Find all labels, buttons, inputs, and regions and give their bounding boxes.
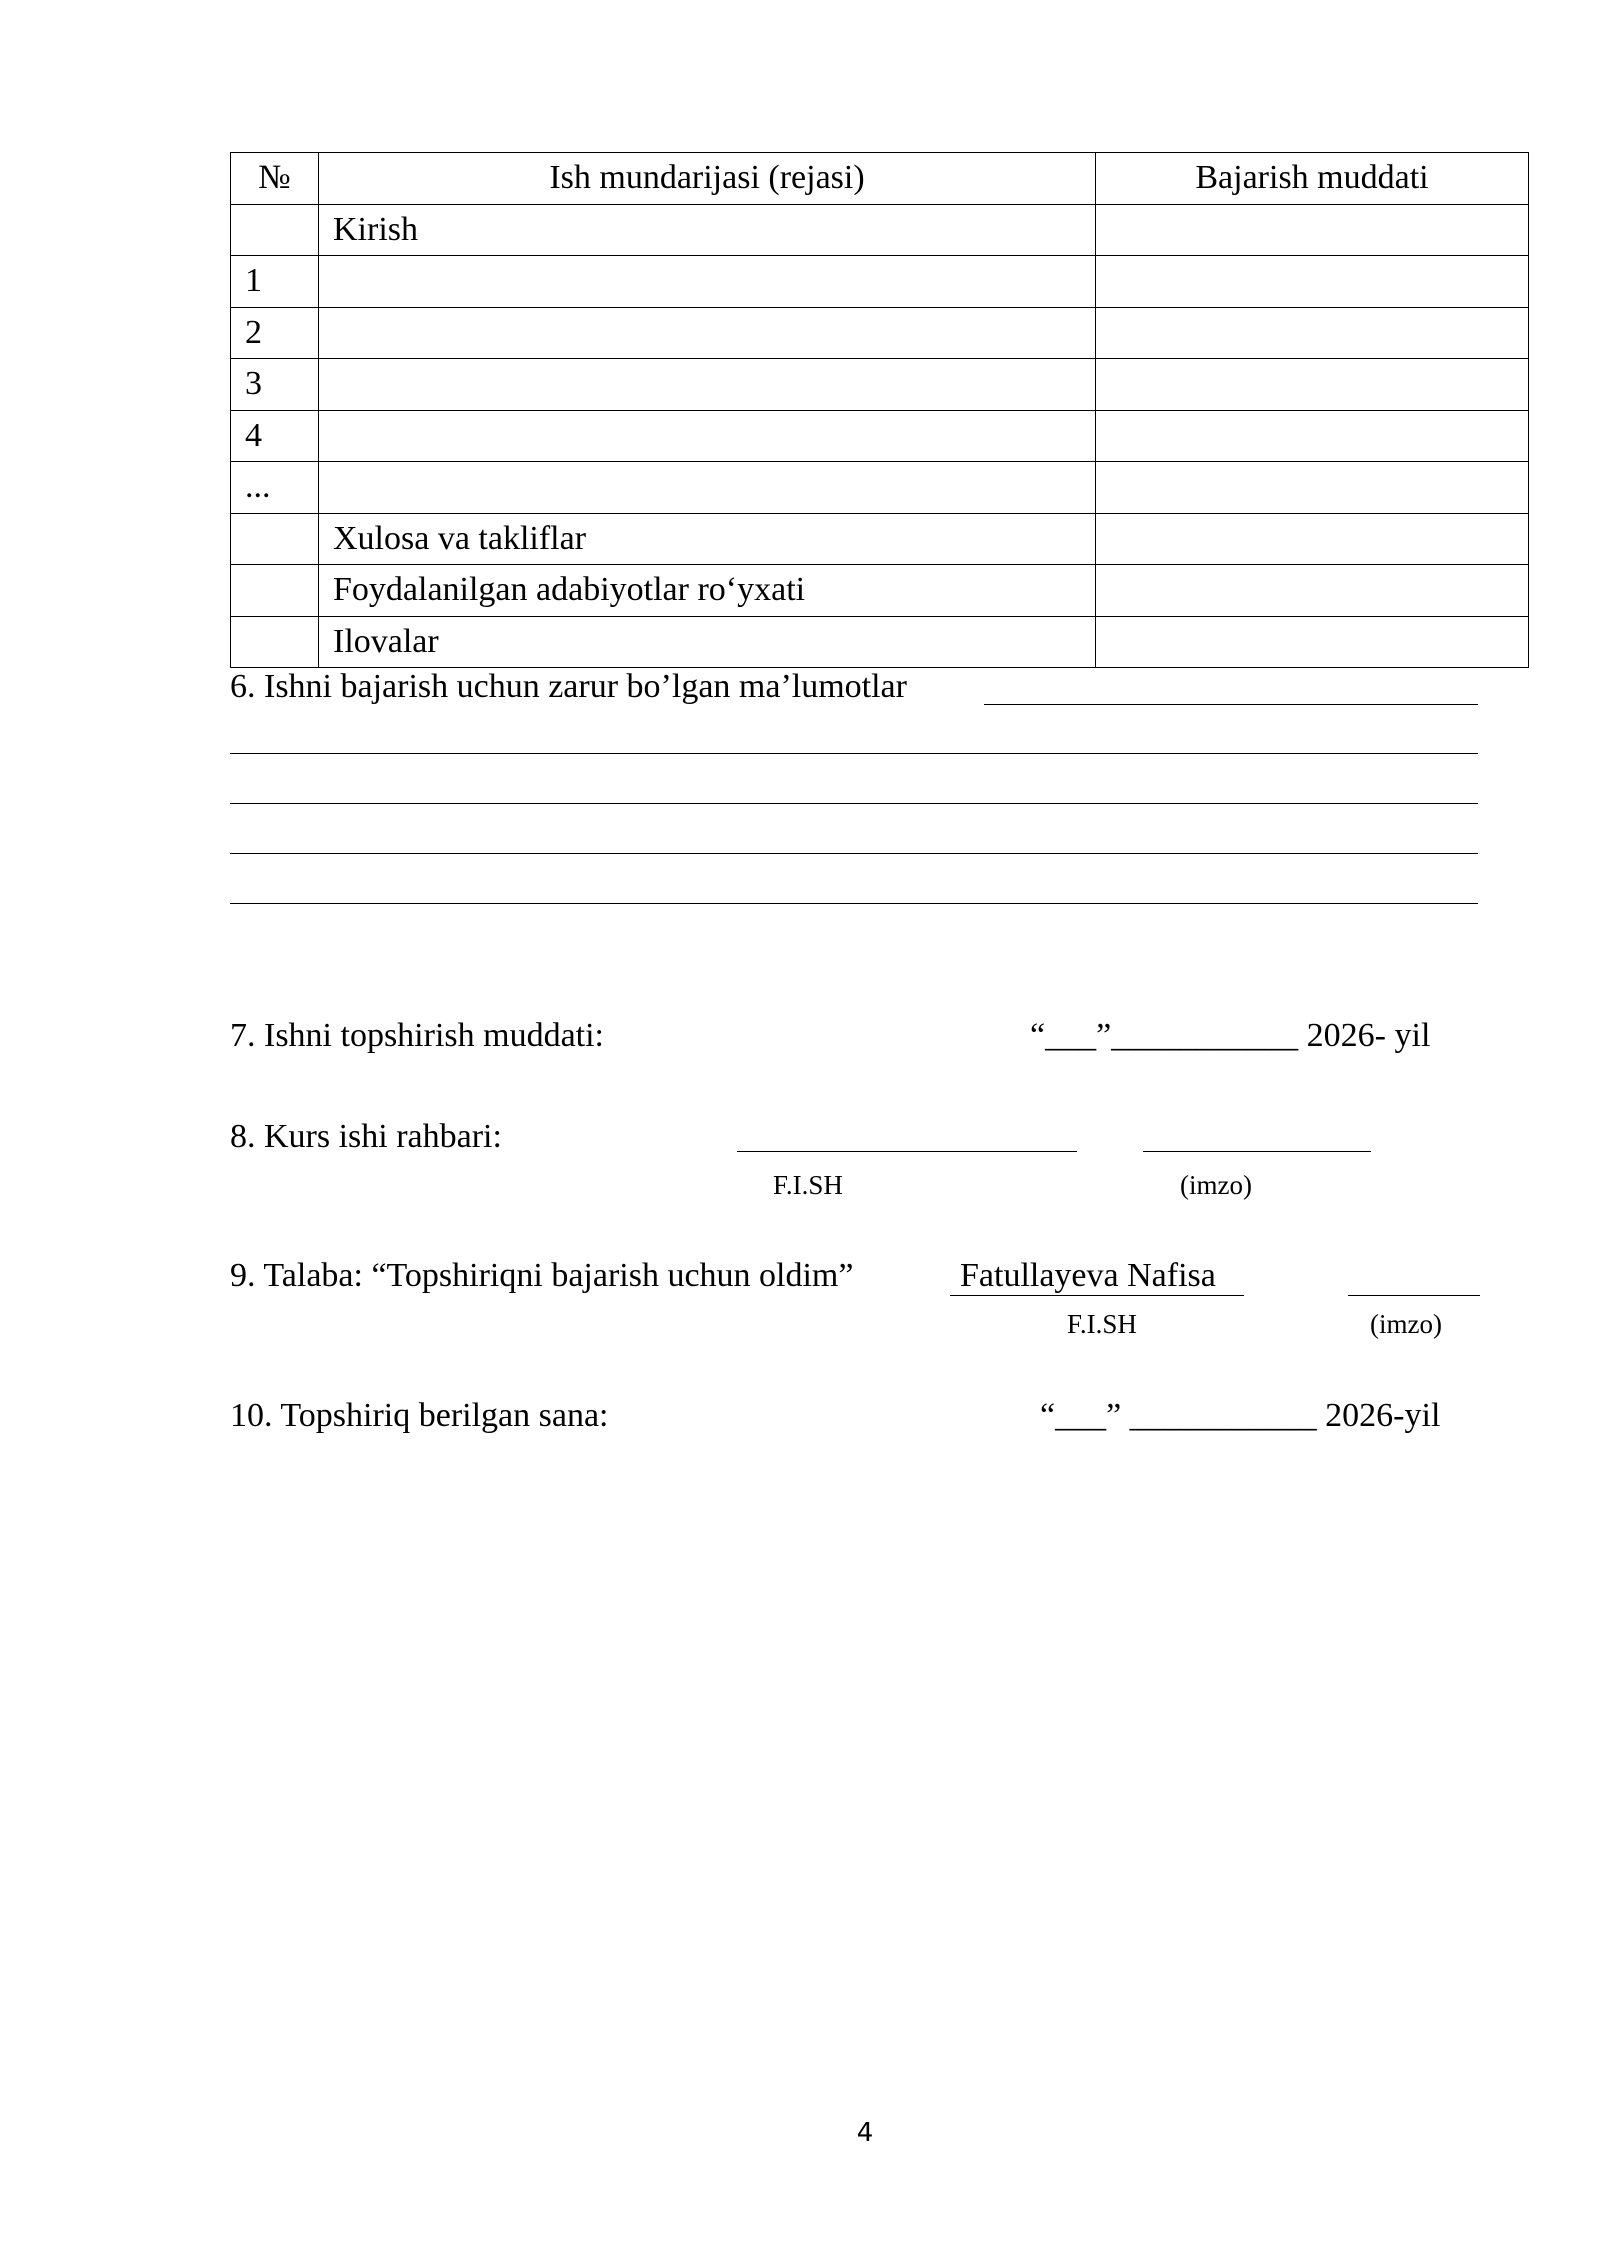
row-number (231, 616, 319, 668)
student-name-line (950, 1295, 1244, 1296)
row-content: Foydalanilgan adabiyotlar ro‘yxati (319, 565, 1096, 617)
item6-blank-line (230, 853, 1478, 854)
item6-label: 6. Ishni bajarish uchun zarur bo’lgan ma’lumotlar (230, 668, 907, 705)
header-deadline: Bajarish muddati (1096, 153, 1529, 205)
row-content (319, 410, 1096, 462)
item6-blank-line (230, 803, 1478, 804)
row-number (231, 565, 319, 617)
item7-label: 7. Ishni topshirish muddati: (230, 1017, 604, 1054)
item6-blank-line (984, 704, 1478, 705)
row-content: Ilovalar (319, 616, 1096, 668)
row-deadline (1096, 410, 1529, 462)
row-content (319, 256, 1096, 308)
row-content (319, 359, 1096, 411)
supervisor-signature-line (1143, 1151, 1371, 1152)
row-number (231, 204, 319, 256)
row-deadline (1096, 359, 1529, 411)
table-row (231, 204, 1529, 256)
item8-label: 8. Kurs ishi rahbari: (230, 1118, 502, 1155)
row-number: 2 (231, 307, 319, 359)
table-header-row (231, 153, 1529, 205)
row-deadline (1096, 462, 1529, 514)
table-row (231, 359, 1529, 411)
row-number: 3 (231, 359, 319, 411)
item10-label: 10. Topshiriq berilgan sana: (230, 1397, 609, 1434)
student-name-caption: F.I.SH (1067, 1309, 1137, 1339)
student-signature-line (1348, 1295, 1480, 1296)
row-deadline (1096, 256, 1529, 308)
table-row (231, 616, 1529, 668)
table-row (231, 307, 1529, 359)
item6-blank-line (230, 903, 1478, 904)
row-number: ... (231, 462, 319, 514)
item9-label: 9. Talaba: “Topshiriqni bajarish uchun oldim” (230, 1257, 854, 1294)
table-row (231, 462, 1529, 514)
row-content: Xulosa va takliflar (319, 513, 1096, 565)
supervisor-name-line (737, 1151, 1077, 1152)
row-content: Kirish (319, 204, 1096, 256)
supervisor-name-caption: F.I.SH (773, 1170, 843, 1200)
student-name: Fatullayeva Nafisa (960, 1257, 1216, 1294)
item10-date: “___” ___________ 2026-yil (1040, 1397, 1441, 1434)
page-number: 4 (856, 2118, 874, 2148)
table-row (231, 565, 1529, 617)
row-content (319, 462, 1096, 514)
table-row (231, 256, 1529, 308)
row-deadline (1096, 513, 1529, 565)
row-number: 4 (231, 410, 319, 462)
table-row (231, 410, 1529, 462)
header-number: № (231, 153, 319, 205)
row-content (319, 307, 1096, 359)
row-deadline (1096, 307, 1529, 359)
row-deadline (1096, 204, 1529, 256)
item6-blank-line (230, 753, 1478, 754)
supervisor-signature-caption: (imzo) (1180, 1170, 1252, 1200)
table-row (231, 513, 1529, 565)
row-number: 1 (231, 256, 319, 308)
row-deadline (1096, 565, 1529, 617)
item7-date: “___”___________ 2026- yil (1030, 1017, 1431, 1054)
work-plan-table (230, 152, 1529, 668)
student-signature-caption: (imzo) (1370, 1309, 1442, 1339)
header-content: Ish mundarijasi (rejasi) (319, 153, 1096, 205)
row-number (231, 513, 319, 565)
row-deadline (1096, 616, 1529, 668)
